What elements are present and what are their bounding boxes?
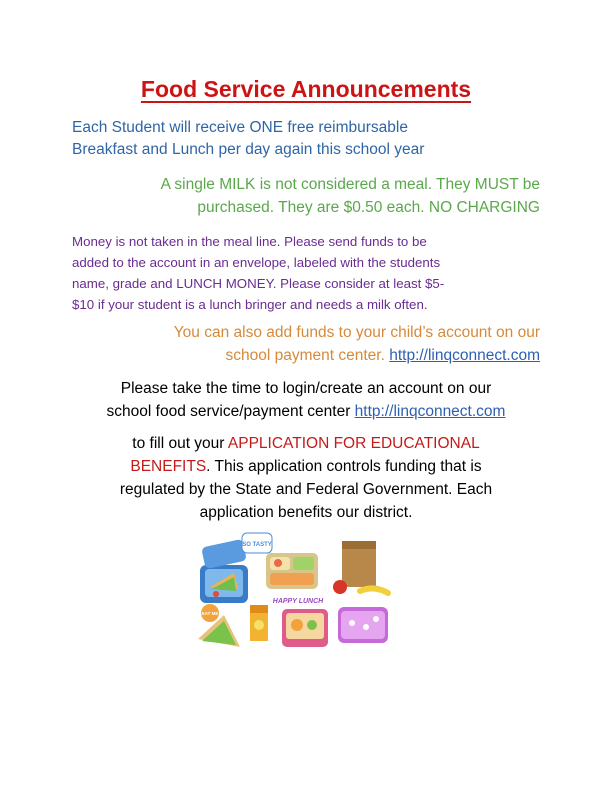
juice-box-icon: [250, 605, 268, 641]
linqconnect-link-2[interactable]: http://linqconnect.com: [354, 403, 506, 420]
sticker-text-2: HAPPY LUNCH: [272, 598, 324, 605]
meal-line-money-notice: Money is not taken in the meal line. Please send funds to be added to the account in an envelope, labeled with the students name, grade and LUNCH MONEY. Please consider at least $5- $10 if your student is a lunch bringer and needs a milk often.: [72, 234, 445, 312]
milk-notice: A single MILK is not considered a meal. They MUST be purchased. They are $0.50 each. NO CHARGING: [160, 176, 540, 216]
paper-bag-icon: [333, 541, 388, 594]
eat-me-sticker: [201, 604, 219, 622]
happy-lunch-sticker: [273, 598, 324, 605]
application-notice: to fill out your APPLICATION FOR EDUCATIONAL BENEFITS. This application controls funding that is regulated by the State and Federal Government. Each application benefits our district.: [119, 435, 493, 521]
create-account-notice: Please take the time to login/create an account on our school food service/payment center http://linqconnect.com: [106, 380, 506, 420]
linqconnect-link[interactable]: http://linqconnect.com: [389, 347, 540, 364]
pink-lunchbox-icon: [338, 607, 388, 643]
benefits-highlight: BENEFITS: [130, 458, 207, 475]
free-meals-notice: Each Student will receive ONE free reimbursable Breakfast and Lunch per day again this school year: [72, 119, 425, 158]
food-tray-icon: [266, 553, 318, 589]
application-highlight: APPLICATION FOR EDUCATIONAL: [227, 435, 480, 452]
so-tasty-sticker: [242, 533, 272, 553]
sticker-text-3: EAT ME: [201, 611, 219, 616]
page-title: Food Service Announcements: [140, 76, 472, 102]
sticker-text-1: SO TASTY: [242, 542, 272, 548]
blue-lunchbox-icon: [200, 539, 248, 603]
lunch-illustration: [194, 531, 396, 656]
bento-box-icon: [282, 609, 328, 647]
add-funds-notice: You can also add funds to your child’s account on our school payment center. http://linqconnect.com: [173, 324, 540, 364]
